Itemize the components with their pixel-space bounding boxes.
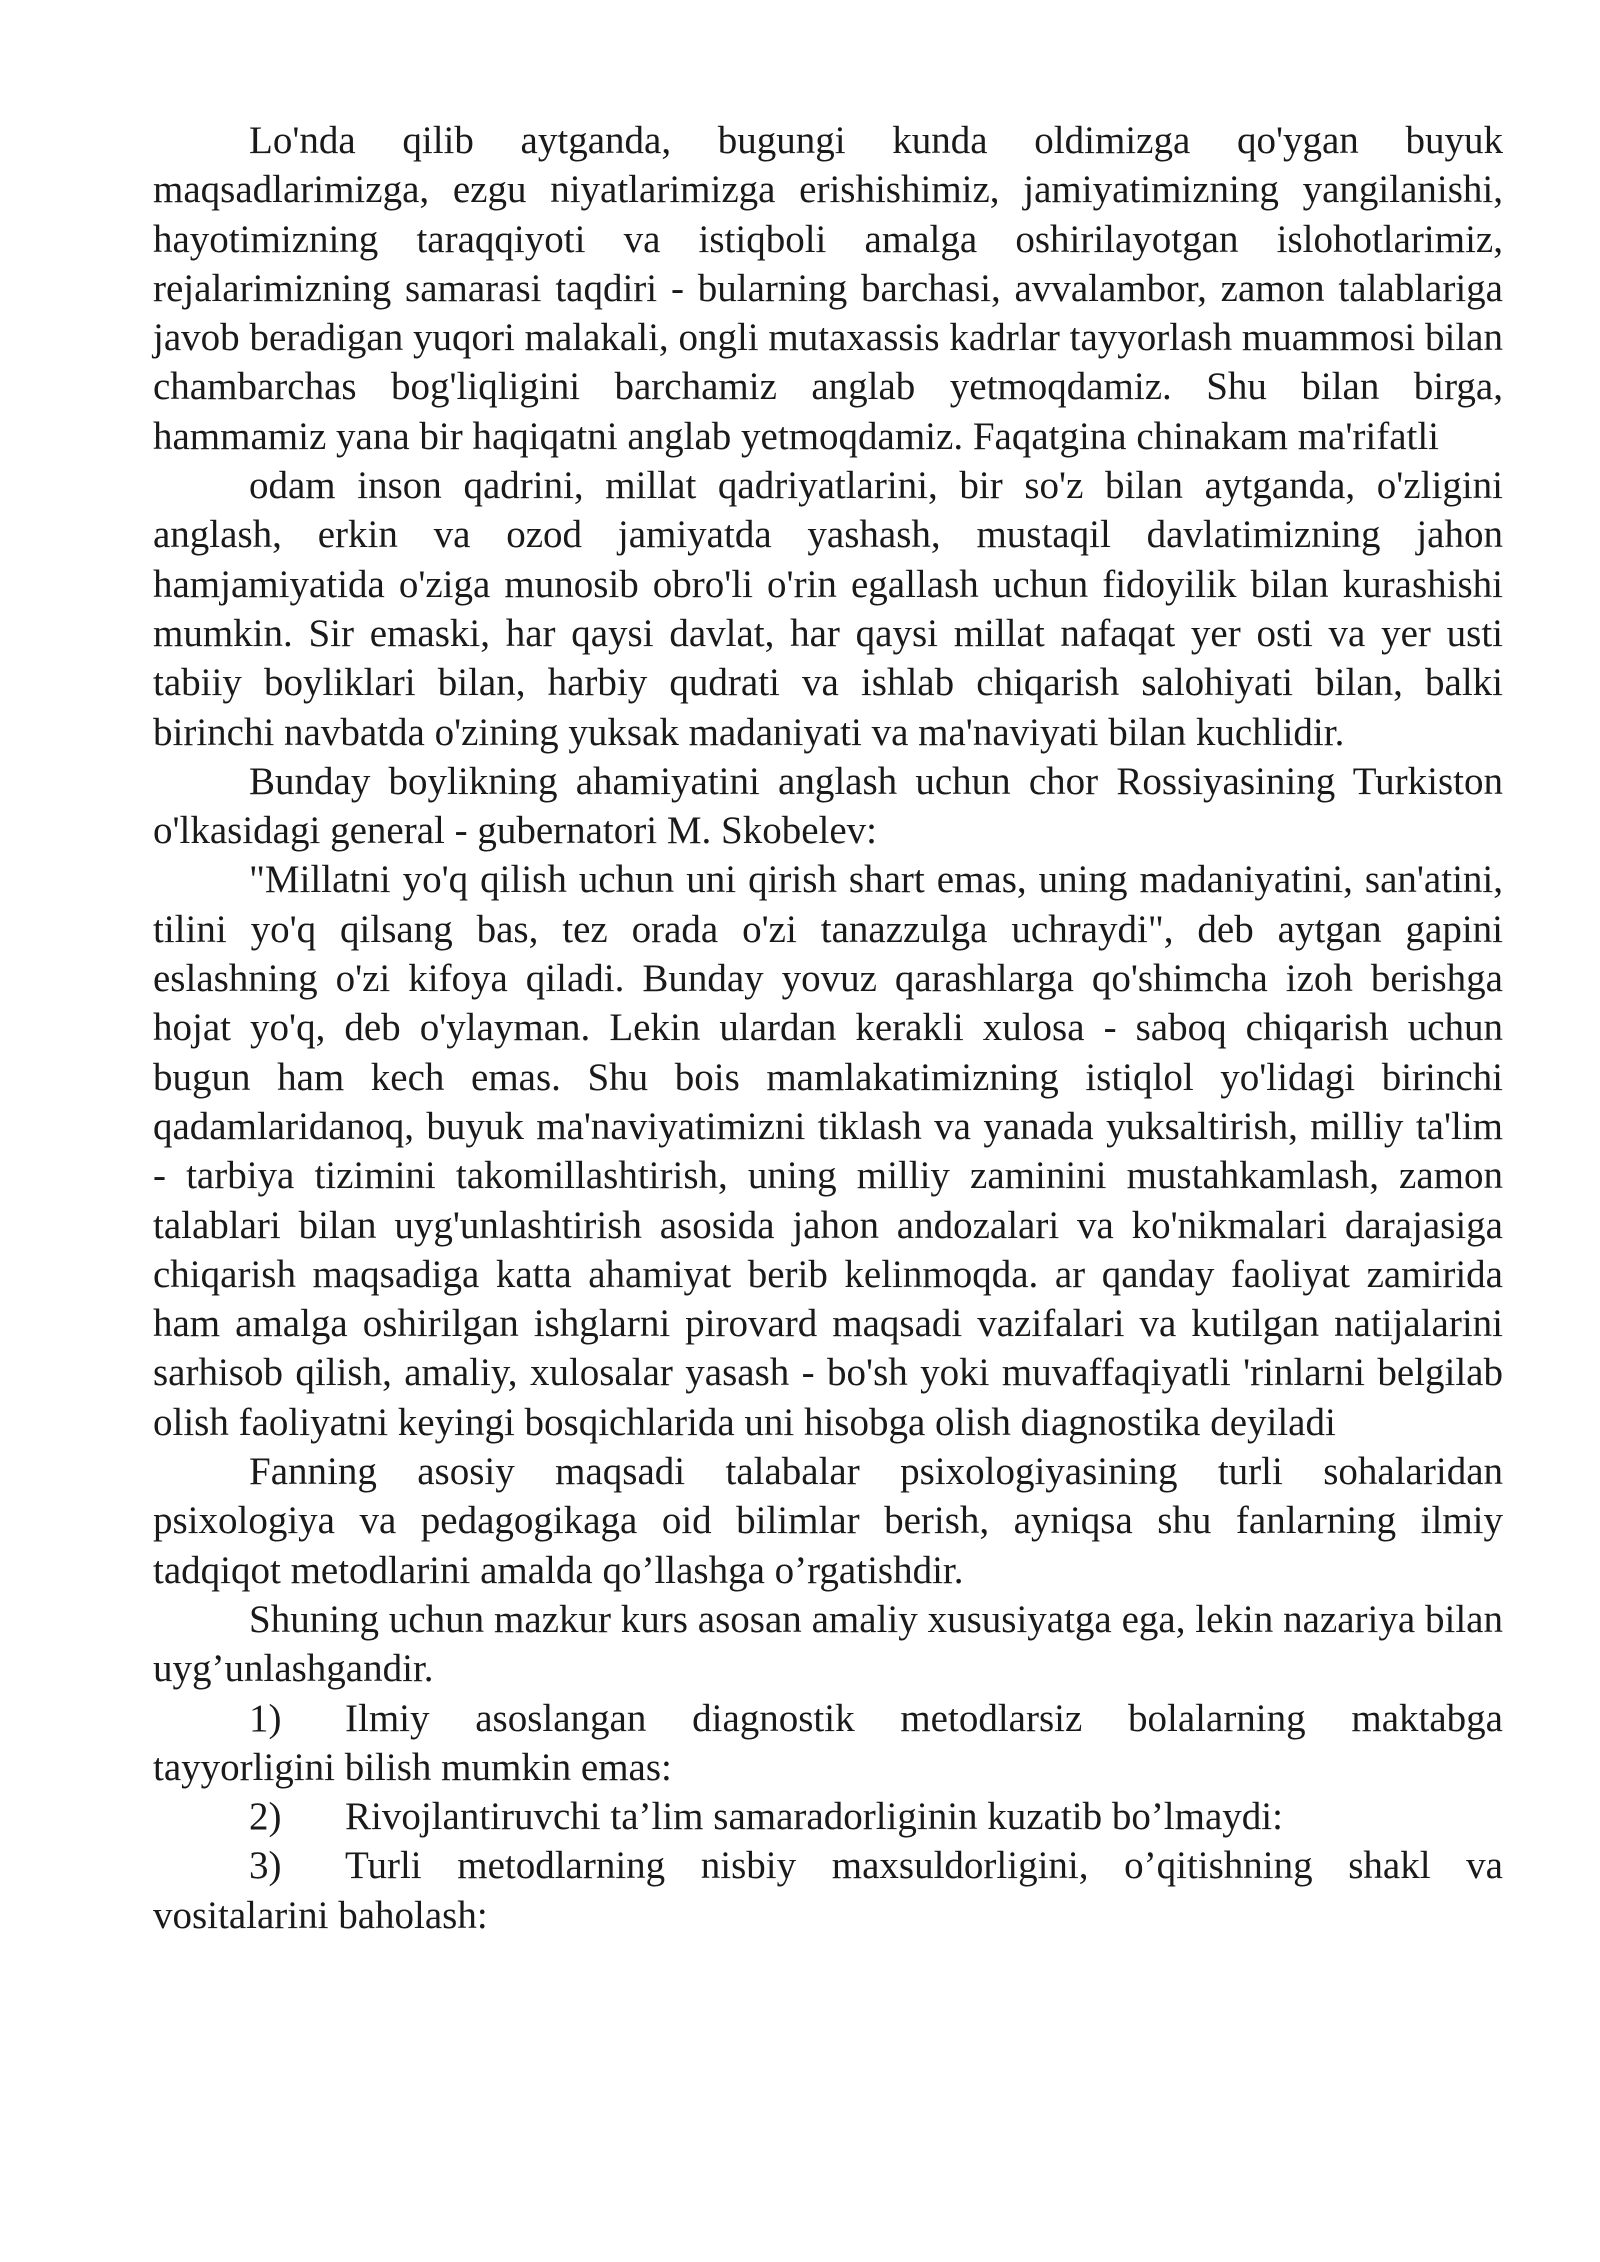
list-number: 2) (249, 1795, 282, 1839)
paragraph-4: "Millatni yo'q qilish uchun uni qirish shart emas, uning madaniyatini, san'atini, tilini yo'q qilsang bas, tez orada o'zi tanazzulga uchraydi", deb aytgan gapini eslashning o'zi kifoya qiladi. Bunday yovuz qarashlarga qo'shimcha izoh berishga hojat yo'q, deb o'ylayman. Lekin ulardan kerakli xulosa - saboq chiqarish uchun bugun ham kech emas. Shu bois mamlakatimizning istiqlol yo'lidagi birinchi qadamlaridanoq, buyuk ma'naviyatimizni tiklash va yanada yuksaltirish, milliy ta'lim - tarbiya tizimini takomillashtirish, uning milliy zaminini mustahkamlash, zamon talablari bilan uyg'unlashtirish asosida jahon andozalari va ko'nikmalari darajasiga chiqarish maqsadiga katta ahamiyat berib kelinmoqda. ar qanday faoliyat zamirida ham amalga oshirilgan ishglarni pirovard maqsadi vazifalari va kutilgan natijalarini sarhisob qilish, amaliy, xulosalar yasash - bo'sh yoki muvaffaqiyatli 'rinlarni belgilab olish faoliyatni keyingi bosqichlarida uni hisobga olish diagnostika deyiladi (153, 858, 1503, 1444)
document-body (153, 116, 1503, 1940)
list-text: Rivojlantiruvchi ta’lim samaradorliginin kuzatib bo’lmaydi: (345, 1795, 1283, 1839)
list-number: 3) (249, 1844, 282, 1888)
list-text: Ilmiy asoslangan diagnostik metodlarsiz bolalarning maktabga tayyorligini bilish mumkin emas: (153, 1696, 1503, 1789)
list-text: Turli metodlarning nisbiy maxsuldorligini, o’qitishning shakl va vositalarini baholash: (153, 1844, 1503, 1937)
list-item-2 (153, 1792, 1503, 1841)
paragraph-2: odam inson qadrini, millat qadriyatlarini, bir so'z bilan aytganda, o'zligini anglash, erkin va ozod jamiyatda yashash, mustaqil davlatimizning jahon hamjamiyatida o'ziga munosib obro'li o'rin egallash uchun fidoyilik bilan kurashishi mumkin. Sir emaski, har qaysi davlat, har qaysi millat nafaqat yer osti va yer usti tabiiy boyliklari bilan, harbiy qudrati va ishlab chiqarish salohiyati bilan, balki birinchi navbatda o'zining yuksak madaniyati va ma'naviyati bilan kuchlidir. (153, 464, 1503, 754)
paragraph-5: Fanning asosiy maqsadi talabalar psixologiyasining turli sohalaridan psixologiya va pedagogikaga oid bilimlar berish, ayniqsa shu fanlarning ilmiy tadqiqot metodlarini amalda qo’llashga o’rgatishdir. (153, 1450, 1503, 1592)
paragraph-6: Shuning uchun mazkur kurs asosan amaliy xususiyatga ega, lekin nazariya bilan uyg’unlashgandir. (153, 1597, 1503, 1691)
paragraph-3: Bunday boylikning ahamiyatini anglash uchun chor Rossiyasining Turkiston o'lkasidagi general - gubernatori M. Skobelev: (153, 759, 1503, 853)
list-item-1 (153, 1694, 1503, 1793)
paragraph-1: Lo'nda qilib aytganda, bugungi kunda oldimizga qo'ygan buyuk maqsadlarimizga, ezgu niyatlarimizga erishishimiz, jamiyatimizning yangilanishi, hayotimizning taraqqiyoti va istiqboli amalga oshirilayotgan islohotlarimiz, rejalarimizning samarasi taqdiri - bularning barchasi, avvalambor, zamon talablariga javob beradigan yuqori malakali, ongli mutaxassis kadrlar tayyorlash muammosi bilan chambarchas bog'liqligini barchamiz anglab yetmoqdamiz. Shu bilan birga, hammamiz yana bir haqiqatni anglab yetmoqdamiz. Faqatgina chinakam ma'rifatli (153, 119, 1503, 458)
list-item-3 (153, 1841, 1503, 1940)
list-number: 1) (249, 1696, 282, 1740)
